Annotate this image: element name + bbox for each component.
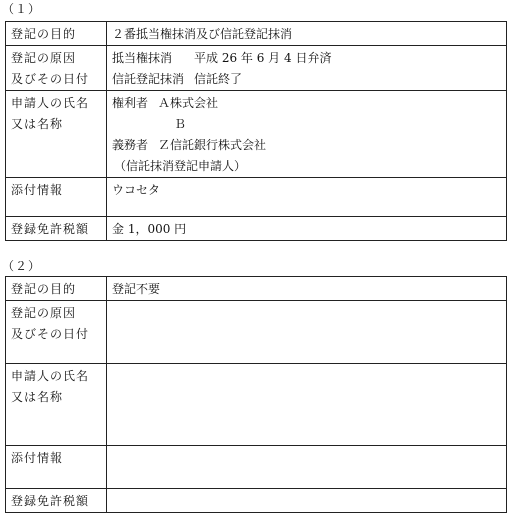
purpose-row: [6, 22, 507, 46]
tax-value-cell: [107, 217, 507, 241]
tax-row: [6, 217, 507, 241]
purpose-value-2: 登記不要: [112, 282, 161, 296]
attachment-row: [6, 178, 507, 217]
right-holder-name: Ａ株式会社: [158, 96, 219, 110]
applicant-value-cell-2: [107, 364, 507, 446]
cause-repayment-date: 平成 26 年 6 月 4 日弁済: [194, 51, 332, 65]
cause-value-cell: [107, 46, 507, 91]
applicant-note: （信託抹消登記申請人）: [114, 159, 247, 173]
tax-row-2: [6, 489, 507, 513]
applicant-header-line2: 又は名称: [11, 117, 64, 131]
applicant-header-line1-2: 申請人の氏名: [11, 369, 90, 383]
applicant-header: [6, 91, 107, 178]
section-1-label: （１）: [2, 2, 42, 16]
purpose-value-cell: [107, 22, 507, 46]
section-2-label: （２）: [2, 259, 42, 273]
applicant-value-cell: [107, 91, 507, 178]
right-holder-role: 権利者: [112, 96, 149, 110]
attachment-header-text: 添付情報: [11, 183, 64, 197]
purpose-value: ２番抵当権抹消及び信託登記抹消: [112, 27, 293, 41]
applicant-header-line2-2: 又は名称: [11, 390, 64, 404]
purpose-row-2: [6, 277, 507, 301]
tax-header-text: 登録免許税額: [11, 222, 90, 236]
cause-header-line2-2: 及びその日付: [11, 327, 90, 341]
cause-header-line2: 及びその日付: [11, 72, 90, 86]
attachment-value: ウコセタ: [112, 183, 161, 197]
registration-form-2: [5, 276, 507, 513]
attachment-header-2: [6, 446, 107, 489]
attachment-value-cell-2: [107, 446, 507, 489]
cause-line-1: [112, 48, 501, 69]
purpose-header-text: 登記の目的: [11, 27, 77, 41]
cause-line-2: [112, 69, 501, 90]
tax-header-2: [6, 489, 107, 513]
applicant-row-2: [6, 364, 507, 446]
applicant-header-2: [6, 364, 107, 446]
cause-header-2: [6, 301, 107, 364]
cause-trust-cancel: 信託登記抹消: [112, 72, 185, 86]
cause-row-2: [6, 301, 507, 364]
purpose-value-cell-2: [107, 277, 507, 301]
tax-header-text-2: 登録免許税額: [11, 494, 90, 508]
cause-trust-end: 信託終了: [194, 72, 243, 86]
attachment-header: [6, 178, 107, 217]
obligor-name: Ｚ信託銀行株式会社: [158, 138, 267, 152]
obligor-line: [112, 135, 501, 156]
cause-header-line1: 登記の原因: [11, 51, 77, 65]
obligor-role: 義務者: [112, 138, 149, 152]
cause-mortgage-cancel: 抵当権抹消: [112, 51, 173, 65]
cause-value-cell-2: [107, 301, 507, 364]
cause-header-line1-2: 登記の原因: [11, 306, 77, 320]
registration-form-1: [5, 21, 507, 241]
right-holder-name-2: Ｂ: [174, 117, 187, 131]
applicant-header-line1: 申請人の氏名: [11, 96, 90, 110]
cause-header: [6, 46, 107, 91]
purpose-header: [6, 22, 107, 46]
attachment-header-text-2: 添付情報: [11, 451, 64, 465]
applicant-row: [6, 91, 507, 178]
tax-value: 金 1，000 円: [112, 222, 187, 236]
right-holder-line: [112, 93, 501, 114]
attachment-value-cell: [107, 178, 507, 217]
tax-value-cell-2: [107, 489, 507, 513]
purpose-header-2: [6, 277, 107, 301]
tax-header: [6, 217, 107, 241]
purpose-header-text-2: 登記の目的: [11, 282, 77, 296]
cause-row: [6, 46, 507, 91]
attachment-row-2: [6, 446, 507, 489]
